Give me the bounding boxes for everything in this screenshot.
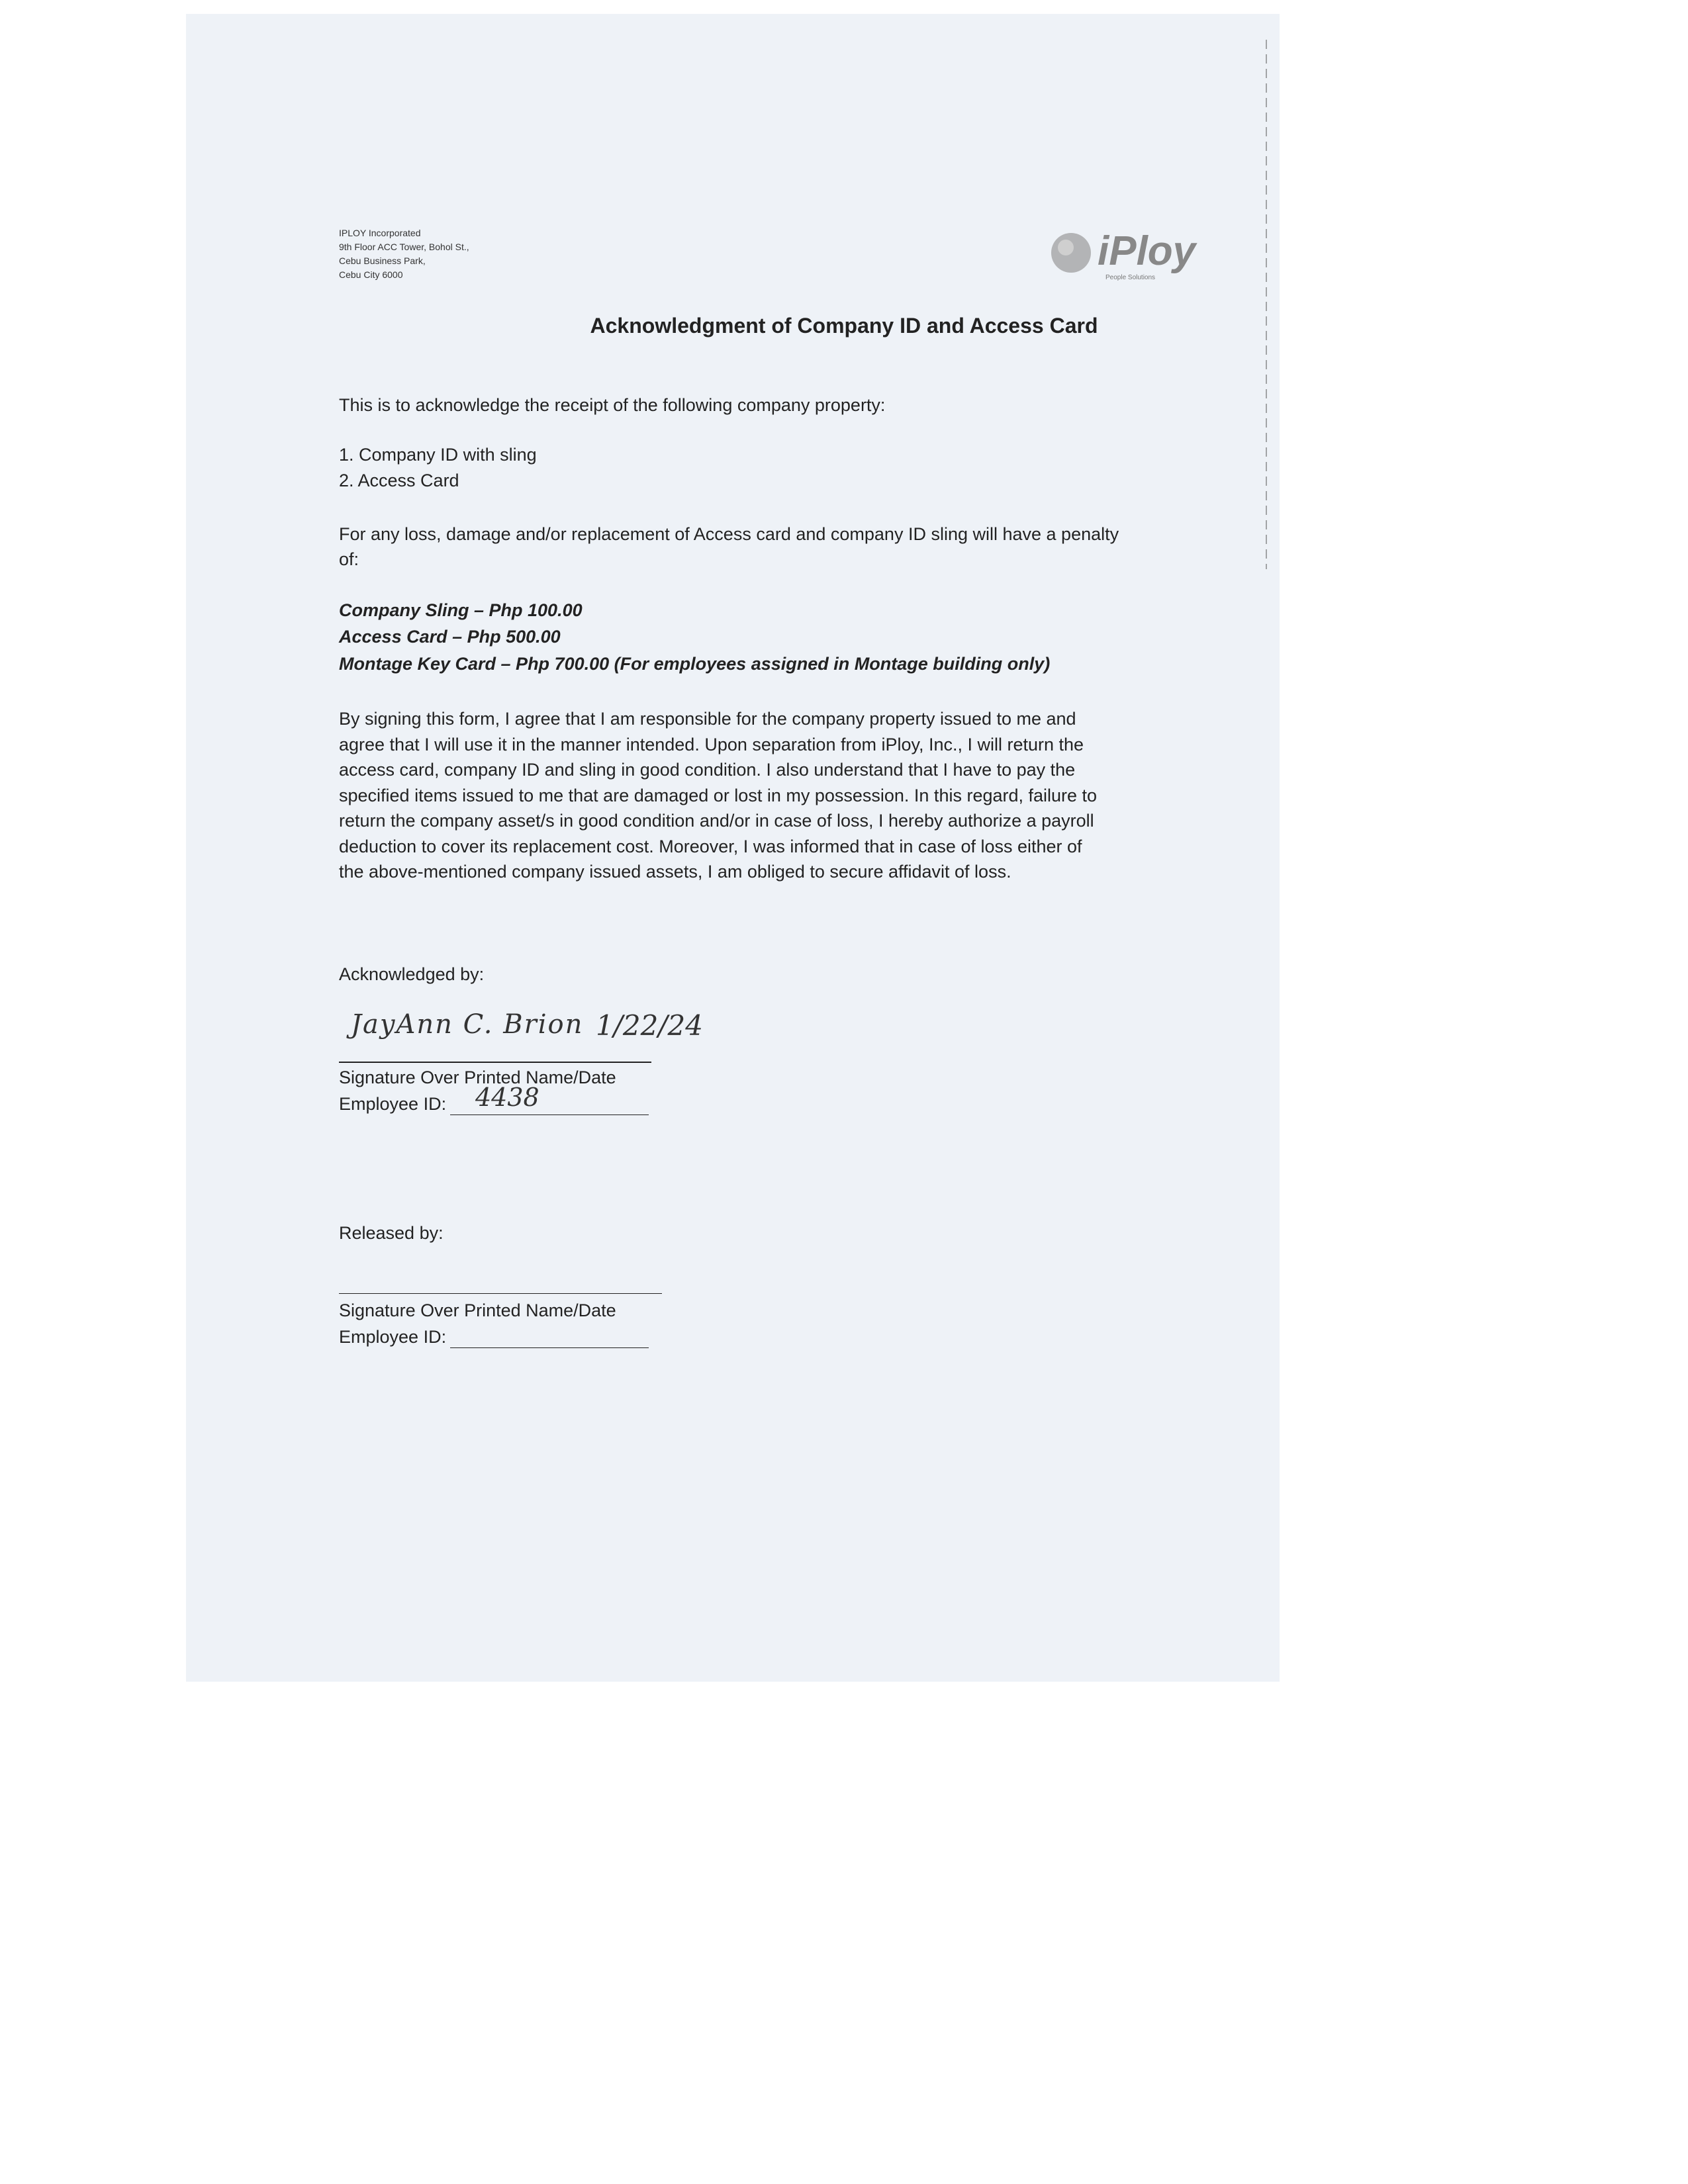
address-line: 9th Floor ACC Tower, Bohol St., (339, 242, 469, 252)
penalty-intro: of: (339, 549, 359, 569)
company-address (339, 226, 469, 282)
agreement-line: the above-mentioned company issued assets, I am obliged to secure affidavit of loss. (339, 862, 1011, 882)
agreement-line: access card, company ID and sling in good condition. I also understand that I have to pay the (339, 760, 1076, 780)
agreement-line: return the company asset/s in good condition and/or in case of loss, I hereby authorize a payroll (339, 811, 1094, 831)
iploy-logo (1046, 225, 1218, 285)
penalty-item: Company Sling – Php 100.00 (339, 600, 583, 620)
signature-line (339, 1293, 662, 1294)
logo-text: iPloy (1098, 228, 1196, 274)
logo-tagline: People Solutions (1105, 274, 1156, 281)
signature-caption: Signature Over Printed Name/Date (339, 1068, 616, 1087)
address-line: IPLOY Incorporated (339, 228, 421, 238)
address-line: Cebu Business Park, (339, 255, 426, 266)
handwritten-signature: JayAnn C. Brion (351, 1009, 584, 1040)
agreement-line: deduction to cover its replacement cost. Moreover, I was informed that in case of loss either of (339, 836, 1082, 856)
employee-id-label: Employee ID: (339, 1327, 447, 1347)
penalty-item: Montage Key Card – Php 700.00 (For employees assigned in Montage building only) (339, 654, 1051, 674)
address-line: Cebu City 6000 (339, 269, 403, 280)
agreement-paragraph (339, 706, 1097, 885)
penalty-intro: For any loss, damage and/or replacement of Access card and company ID sling will have a penalty (339, 524, 1119, 544)
employee-id-value: 4438 (475, 1083, 539, 1112)
signature-caption: Signature Over Printed Name/Date (339, 1300, 616, 1320)
handwritten-date: 1/22/24 (596, 1009, 703, 1042)
agreement-line: agree that I will use it in the manner intended. Upon separation from iPloy, Inc., I will return the (339, 734, 1084, 754)
agreement-line: By signing this form, I agree that I am responsible for the company property issued to me and (339, 709, 1076, 729)
intro-text: This is to acknowledge the receipt of the following company property: (339, 395, 886, 415)
document-title: Acknowledgment of Company ID and Access Card (590, 314, 1098, 338)
item: 2. Access Card (339, 471, 459, 490)
acknowledged-label: Acknowledged by: (339, 964, 485, 984)
agreement-line: specified items issued to me that are damaged or lost in my possession. In this regard, failure to (339, 785, 1098, 805)
employee-id-line (450, 1347, 649, 1348)
penalty-item: Access Card – Php 500.00 (339, 627, 561, 647)
employee-id-label: Employee ID: (339, 1094, 447, 1114)
scan-edge (1266, 40, 1267, 569)
signature-line (339, 1062, 651, 1063)
released-label: Released by: (339, 1223, 444, 1243)
item: 1. Company ID with sling (339, 445, 537, 465)
